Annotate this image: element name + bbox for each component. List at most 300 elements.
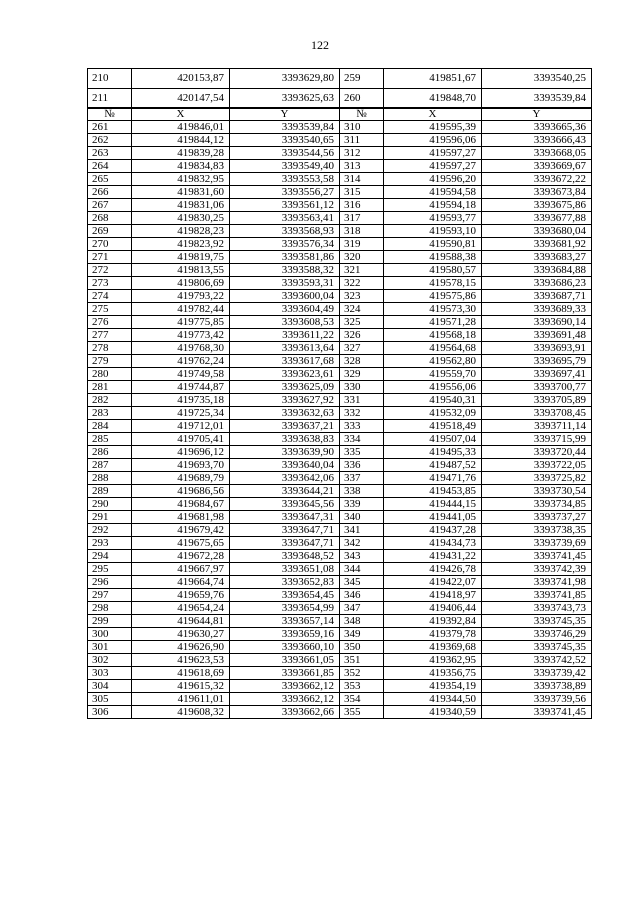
point-number-cell: 295 [88,563,132,576]
y-coordinate-cell: 3393690,14 [482,316,592,329]
y-coordinate-cell: 3393745,35 [482,641,592,654]
coordinates-table [87,107,592,719]
point-number-cell: 288 [88,472,132,485]
point-number-cell: 336 [340,459,384,472]
point-number-cell: 285 [88,433,132,446]
point-number-cell: 323 [340,290,384,303]
table-row [88,693,592,706]
y-coordinate-cell: 3393741,85 [482,589,592,602]
x-coordinate-cell: 419590,81 [384,238,482,251]
point-number-cell: 286 [88,446,132,459]
point-number-cell: 273 [88,277,132,290]
x-coordinate-cell: 419608,32 [132,706,230,719]
x-coordinate-cell: 419518,49 [384,420,482,433]
x-coordinate-cell: 419684,67 [132,498,230,511]
point-number-cell: 294 [88,550,132,563]
table-row [88,303,592,316]
table-row [88,121,592,134]
point-number-cell: 297 [88,589,132,602]
x-coordinate-cell: 419434,73 [384,537,482,550]
y-coordinate-cell: 3393668,05 [482,147,592,160]
point-number-cell: 334 [340,433,384,446]
y-coordinate-cell: 3393639,90 [230,446,340,459]
table-row [88,173,592,186]
y-coordinate-cell: 3393737,27 [482,511,592,524]
x-coordinate-cell: 419744,87 [132,381,230,394]
point-number-cell: 316 [340,199,384,212]
table-row [88,576,592,589]
x-coordinate-cell: 419844,12 [132,134,230,147]
y-coordinate-cell: 3393539,84 [482,89,592,109]
header-cell-number: № [88,108,132,121]
point-number-cell: 321 [340,264,384,277]
table-row [88,498,592,511]
x-coordinate-cell: 419426,78 [384,563,482,576]
point-number-cell: 350 [340,641,384,654]
x-coordinate-cell: 419679,42 [132,524,230,537]
x-coordinate-cell: 420153,87 [132,69,230,89]
x-coordinate-cell: 419664,74 [132,576,230,589]
y-coordinate-cell: 3393652,83 [230,576,340,589]
y-coordinate-cell: 3393647,71 [230,537,340,550]
point-number-cell: 262 [88,134,132,147]
x-coordinate-cell: 419644,81 [132,615,230,628]
x-coordinate-cell: 419437,28 [384,524,482,537]
y-coordinate-cell: 3393647,71 [230,524,340,537]
table-row [88,199,592,212]
header-cell-number: № [340,108,384,121]
point-number-cell: 303 [88,667,132,680]
table-row [88,615,592,628]
table-row [88,589,592,602]
y-coordinate-cell: 3393568,93 [230,225,340,238]
table-row [88,511,592,524]
point-number-cell: 280 [88,368,132,381]
point-number-cell: 275 [88,303,132,316]
x-coordinate-cell: 419773,42 [132,329,230,342]
y-coordinate-cell: 3393669,67 [482,160,592,173]
table-row [88,355,592,368]
x-coordinate-cell: 419580,57 [384,264,482,277]
x-coordinate-cell: 419344,50 [384,693,482,706]
point-number-cell: 341 [340,524,384,537]
point-number-cell: 342 [340,537,384,550]
point-number-cell: 338 [340,485,384,498]
table-header-row [88,108,592,121]
x-coordinate-cell: 419813,55 [132,264,230,277]
y-coordinate-cell: 3393722,05 [482,459,592,472]
x-coordinate-cell: 419696,12 [132,446,230,459]
y-coordinate-cell: 3393686,23 [482,277,592,290]
table-row [88,667,592,680]
x-coordinate-cell: 419705,41 [132,433,230,446]
point-number-cell: 305 [88,693,132,706]
x-coordinate-cell: 419851,67 [384,69,482,89]
x-coordinate-cell: 419834,83 [132,160,230,173]
x-coordinate-cell: 419615,32 [132,680,230,693]
point-number-cell: 344 [340,563,384,576]
y-coordinate-cell: 3393637,21 [230,420,340,433]
y-coordinate-cell: 3393556,27 [230,186,340,199]
point-number-cell: 324 [340,303,384,316]
point-number-cell: 274 [88,290,132,303]
table-row [88,186,592,199]
x-coordinate-cell: 419819,75 [132,251,230,264]
y-coordinate-cell: 3393617,68 [230,355,340,368]
point-number-cell: 315 [340,186,384,199]
y-coordinate-cell: 3393741,45 [482,550,592,563]
y-coordinate-cell: 3393642,06 [230,472,340,485]
point-number-cell: 284 [88,420,132,433]
header-cell-y: Y [230,108,340,121]
table-row [88,563,592,576]
x-coordinate-cell: 419532,09 [384,407,482,420]
x-coordinate-cell: 419712,01 [132,420,230,433]
point-number-cell: 292 [88,524,132,537]
x-coordinate-cell: 419667,97 [132,563,230,576]
x-coordinate-cell: 419422,07 [384,576,482,589]
point-number-cell: 306 [88,706,132,719]
x-coordinate-cell: 419369,68 [384,641,482,654]
y-coordinate-cell: 3393738,35 [482,524,592,537]
y-coordinate-cell: 3393665,36 [482,121,592,134]
y-coordinate-cell: 3393743,73 [482,602,592,615]
table-row [88,446,592,459]
y-coordinate-cell: 3393687,71 [482,290,592,303]
x-coordinate-cell: 419659,76 [132,589,230,602]
y-coordinate-cell: 3393645,56 [230,498,340,511]
y-coordinate-cell: 3393720,44 [482,446,592,459]
y-coordinate-cell: 3393730,54 [482,485,592,498]
x-coordinate-cell: 419559,70 [384,368,482,381]
point-number-cell: 211 [88,89,132,109]
point-number-cell: 302 [88,654,132,667]
point-number-cell: 264 [88,160,132,173]
y-coordinate-cell: 3393746,29 [482,628,592,641]
x-coordinate-cell: 419588,38 [384,251,482,264]
point-number-cell: 343 [340,550,384,563]
point-number-cell: 290 [88,498,132,511]
x-coordinate-cell: 419630,27 [132,628,230,641]
point-number-cell: 348 [340,615,384,628]
point-number-cell: 328 [340,355,384,368]
x-coordinate-cell: 419832,95 [132,173,230,186]
point-number-cell: 282 [88,394,132,407]
y-coordinate-cell: 3393684,88 [482,264,592,277]
table-row [88,160,592,173]
point-number-cell: 318 [340,225,384,238]
point-number-cell: 351 [340,654,384,667]
y-coordinate-cell: 3393739,42 [482,667,592,680]
point-number-cell: 265 [88,173,132,186]
table-row [88,394,592,407]
table-row [88,147,592,160]
point-number-cell: 330 [340,381,384,394]
x-coordinate-cell: 419596,20 [384,173,482,186]
point-number-cell: 287 [88,459,132,472]
y-coordinate-cell: 3393689,33 [482,303,592,316]
point-number-cell: 289 [88,485,132,498]
y-coordinate-cell: 3393540,65 [230,134,340,147]
table-row [88,381,592,394]
table-row [88,316,592,329]
table-row [88,459,592,472]
point-number-cell: 259 [340,69,384,89]
x-coordinate-cell: 419568,18 [384,329,482,342]
table-row [88,420,592,433]
y-coordinate-cell: 3393681,92 [482,238,592,251]
table-row [88,238,592,251]
y-coordinate-cell: 3393629,80 [230,69,340,89]
table-row [88,329,592,342]
y-coordinate-cell: 3393695,79 [482,355,592,368]
y-coordinate-cell: 3393600,04 [230,290,340,303]
y-coordinate-cell: 3393739,56 [482,693,592,706]
table-row [88,550,592,563]
x-coordinate-cell: 419597,27 [384,160,482,173]
point-number-cell: 296 [88,576,132,589]
y-coordinate-cell: 3393700,77 [482,381,592,394]
x-coordinate-cell: 419775,85 [132,316,230,329]
table-row [88,641,592,654]
y-coordinate-cell: 3393659,16 [230,628,340,641]
x-coordinate-cell: 419672,28 [132,550,230,563]
y-coordinate-cell: 3393576,34 [230,238,340,251]
point-number-cell: 320 [340,251,384,264]
point-number-cell: 352 [340,667,384,680]
point-number-cell: 327 [340,342,384,355]
x-coordinate-cell: 419575,86 [384,290,482,303]
point-number-cell: 347 [340,602,384,615]
y-coordinate-cell: 3393683,27 [482,251,592,264]
point-number-cell: 329 [340,368,384,381]
point-number-cell: 210 [88,69,132,89]
x-coordinate-cell: 419831,60 [132,186,230,199]
x-coordinate-cell: 419362,95 [384,654,482,667]
y-coordinate-cell: 3393741,45 [482,706,592,719]
y-coordinate-cell: 3393739,69 [482,537,592,550]
y-coordinate-cell: 3393697,41 [482,368,592,381]
coordinates-table-continued [87,68,592,109]
point-number-cell: 313 [340,160,384,173]
point-number-cell: 319 [340,238,384,251]
table-row [88,225,592,238]
x-coordinate-cell: 419675,65 [132,537,230,550]
point-number-cell: 354 [340,693,384,706]
point-number-cell: 293 [88,537,132,550]
y-coordinate-cell: 3393563,41 [230,212,340,225]
y-coordinate-cell: 3393588,32 [230,264,340,277]
x-coordinate-cell: 419594,18 [384,199,482,212]
x-coordinate-cell: 419556,06 [384,381,482,394]
point-number-cell: 300 [88,628,132,641]
point-number-cell: 270 [88,238,132,251]
point-number-cell: 291 [88,511,132,524]
point-number-cell: 301 [88,641,132,654]
y-coordinate-cell: 3393711,14 [482,420,592,433]
point-number-cell: 325 [340,316,384,329]
point-number-cell: 263 [88,147,132,160]
y-coordinate-cell: 3393608,53 [230,316,340,329]
y-coordinate-cell: 3393540,25 [482,69,592,89]
point-number-cell: 266 [88,186,132,199]
x-coordinate-cell: 419735,18 [132,394,230,407]
x-coordinate-cell: 419392,84 [384,615,482,628]
x-coordinate-cell: 419495,33 [384,446,482,459]
y-coordinate-cell: 3393705,89 [482,394,592,407]
x-coordinate-cell: 420147,54 [132,89,230,109]
table-row [88,407,592,420]
x-coordinate-cell: 419578,15 [384,277,482,290]
y-coordinate-cell: 3393549,40 [230,160,340,173]
x-coordinate-cell: 419597,27 [384,147,482,160]
x-coordinate-cell: 419839,28 [132,147,230,160]
y-coordinate-cell: 3393660,10 [230,641,340,654]
point-number-cell: 298 [88,602,132,615]
y-coordinate-cell: 3393662,66 [230,706,340,719]
table-row [88,628,592,641]
x-coordinate-cell: 419487,52 [384,459,482,472]
point-number-cell: 333 [340,420,384,433]
x-coordinate-cell: 419806,69 [132,277,230,290]
x-coordinate-cell: 419406,44 [384,602,482,615]
point-number-cell: 276 [88,316,132,329]
point-number-cell: 322 [340,277,384,290]
point-number-cell: 340 [340,511,384,524]
y-coordinate-cell: 3393708,45 [482,407,592,420]
x-coordinate-cell: 419725,34 [132,407,230,420]
table-row [88,433,592,446]
x-coordinate-cell: 419623,53 [132,654,230,667]
x-coordinate-cell: 419562,80 [384,355,482,368]
point-number-cell: 355 [340,706,384,719]
y-coordinate-cell: 3393661,85 [230,667,340,680]
x-coordinate-cell: 419471,76 [384,472,482,485]
x-coordinate-cell: 419848,70 [384,89,482,109]
y-coordinate-cell: 3393611,22 [230,329,340,342]
x-coordinate-cell: 419618,69 [132,667,230,680]
point-number-cell: 317 [340,212,384,225]
point-number-cell: 345 [340,576,384,589]
x-coordinate-cell: 419768,30 [132,342,230,355]
x-coordinate-cell: 419564,68 [384,342,482,355]
y-coordinate-cell: 3393677,88 [482,212,592,225]
x-coordinate-cell: 419594,58 [384,186,482,199]
point-number-cell: 326 [340,329,384,342]
y-coordinate-cell: 3393715,99 [482,433,592,446]
x-coordinate-cell: 419693,70 [132,459,230,472]
table-row [88,654,592,667]
point-number-cell: 299 [88,615,132,628]
point-number-cell: 271 [88,251,132,264]
point-number-cell: 312 [340,147,384,160]
y-coordinate-cell: 3393593,31 [230,277,340,290]
y-coordinate-cell: 3393623,61 [230,368,340,381]
point-number-cell: 278 [88,342,132,355]
point-number-cell: 314 [340,173,384,186]
y-coordinate-cell: 3393654,45 [230,589,340,602]
table-row [88,602,592,615]
point-number-cell: 269 [88,225,132,238]
y-coordinate-cell: 3393672,22 [482,173,592,186]
x-coordinate-cell: 419611,01 [132,693,230,706]
point-number-cell: 331 [340,394,384,407]
y-coordinate-cell: 3393738,89 [482,680,592,693]
y-coordinate-cell: 3393691,48 [482,329,592,342]
point-number-cell: 353 [340,680,384,693]
x-coordinate-cell: 419507,04 [384,433,482,446]
y-coordinate-cell: 3393657,14 [230,615,340,628]
y-coordinate-cell: 3393644,21 [230,485,340,498]
y-coordinate-cell: 3393648,52 [230,550,340,563]
header-cell-x: X [132,108,230,121]
table-row [88,89,592,109]
y-coordinate-cell: 3393742,39 [482,563,592,576]
y-coordinate-cell: 3393544,56 [230,147,340,160]
x-coordinate-cell: 419846,01 [132,121,230,134]
y-coordinate-cell: 3393638,83 [230,433,340,446]
y-coordinate-cell: 3393741,98 [482,576,592,589]
table-row [88,537,592,550]
y-coordinate-cell: 3393651,08 [230,563,340,576]
y-coordinate-cell: 3393625,09 [230,381,340,394]
table-row [88,524,592,537]
table-row [88,290,592,303]
point-number-cell: 261 [88,121,132,134]
x-coordinate-cell: 419453,85 [384,485,482,498]
x-coordinate-cell: 419626,90 [132,641,230,654]
y-coordinate-cell: 3393604,49 [230,303,340,316]
x-coordinate-cell: 419654,24 [132,602,230,615]
y-coordinate-cell: 3393742,52 [482,654,592,667]
page-number: 122 [311,38,329,52]
x-coordinate-cell: 419356,75 [384,667,482,680]
point-number-cell: 279 [88,355,132,368]
x-coordinate-cell: 419782,44 [132,303,230,316]
table-row [88,212,592,225]
x-coordinate-cell: 419593,10 [384,225,482,238]
point-number-cell: 311 [340,134,384,147]
y-coordinate-cell: 3393613,64 [230,342,340,355]
y-coordinate-cell: 3393553,58 [230,173,340,186]
point-number-cell: 304 [88,680,132,693]
x-coordinate-cell: 419828,23 [132,225,230,238]
y-coordinate-cell: 3393654,99 [230,602,340,615]
point-number-cell: 267 [88,199,132,212]
point-number-cell: 335 [340,446,384,459]
point-number-cell: 268 [88,212,132,225]
table-row [88,680,592,693]
y-coordinate-cell: 3393661,05 [230,654,340,667]
y-coordinate-cell: 3393675,86 [482,199,592,212]
header-cell-x: X [384,108,482,121]
point-number-cell: 260 [340,89,384,109]
y-coordinate-cell: 3393680,04 [482,225,592,238]
point-number-cell: 310 [340,121,384,134]
table-row [88,485,592,498]
point-number-cell: 281 [88,381,132,394]
table-row [88,342,592,355]
table-row [88,134,592,147]
y-coordinate-cell: 3393745,35 [482,615,592,628]
table-row [88,706,592,719]
table-row [88,251,592,264]
point-number-cell: 339 [340,498,384,511]
y-coordinate-cell: 3393725,82 [482,472,592,485]
y-coordinate-cell: 3393627,92 [230,394,340,407]
x-coordinate-cell: 419571,28 [384,316,482,329]
y-coordinate-cell: 3393581,86 [230,251,340,264]
